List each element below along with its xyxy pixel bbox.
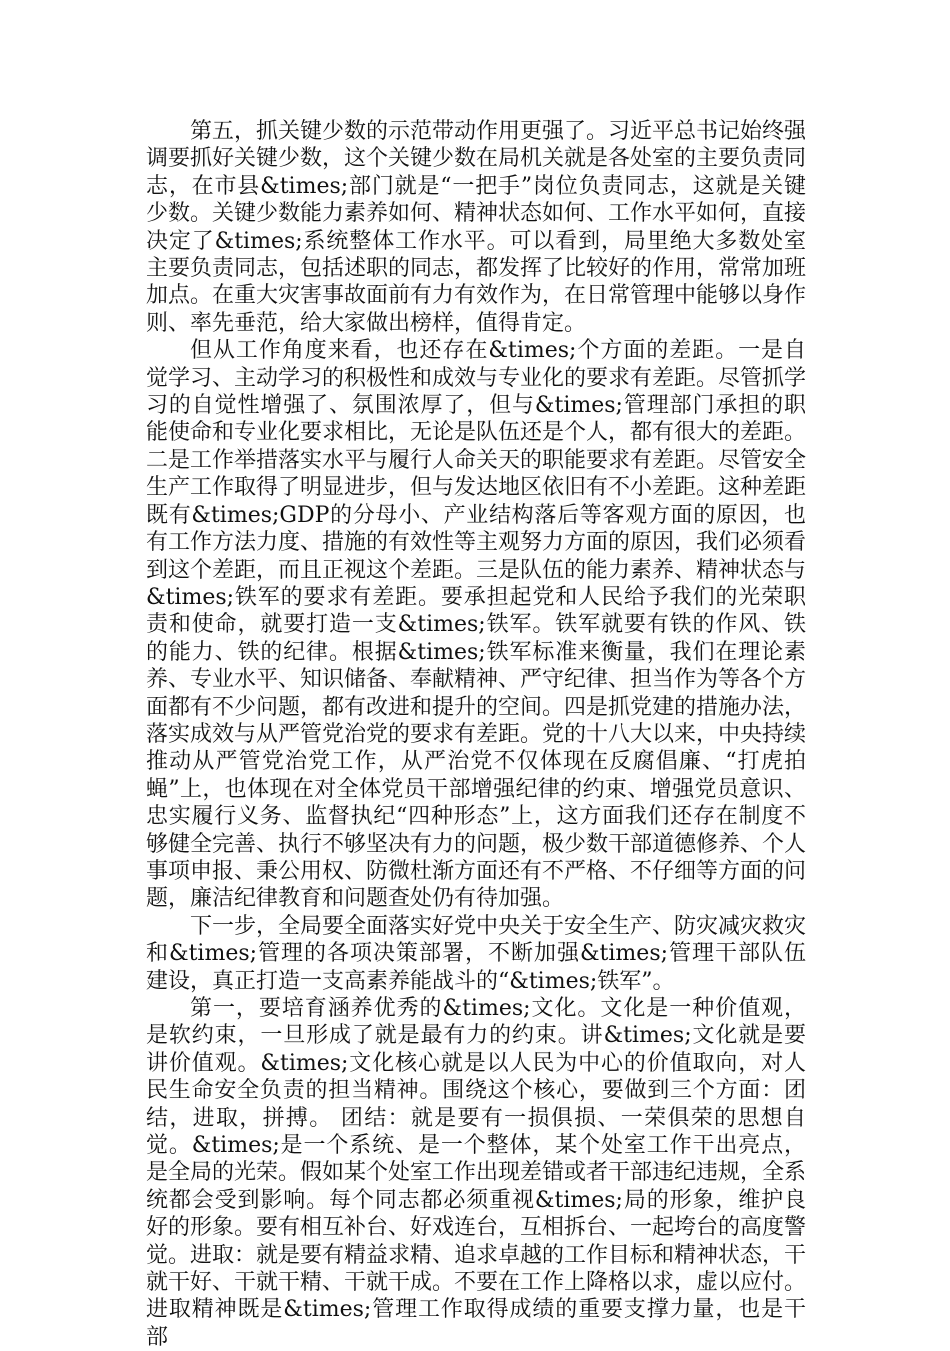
document-body	[146, 118, 806, 1351]
paragraph-1: 第五，抓关键少数的示范带动作用更强了。习近平总书记始终强调要抓好关键少数，这个关键少数在局机关就是各处室的主要负责同志，在市县&times;部门就是“一把手”岗位负责同志，这就是关键少数。关键少数能力素养如何、精神状态如何、工作水平如何，直接决定了&times;系统整体工作水平。可以看到，局里绝大多数处室主要负责同志，包括述职的同志，都发挥了比较好的作用，常常加班加点。在重大灾害事故面前有力有效作为，在日常管理中能够以身作则、率先垂范，给大家做出榜样，值得肯定。	[146, 119, 807, 336]
paragraph-3: 下一步，全局要全面落实好党中央关于安全生产、防灾减灾救灾和&times;管理的各项决策部署，不断加强&times;管理干部队伍建设，真正打造一支高素养能战斗的“&times;铁军”。	[146, 913, 807, 994]
paragraph-2: 但从工作角度来看，也还存在&times;个方面的差距。一是自觉学习、主动学习的积极性和成效与专业化的要求有差距。尽管抓学习的自觉性增强了、氛围浓厚了，但与&times;管理部门承担的职能使命和专业化要求相比，无论是队伍还是个人，都有很大的差距。二是工作举措落实水平与履行人命关天的职能要求有差距。尽管安全生产工作取得了明显进步，但与发达地区依旧有不小差距。这种差距既有&times;GDP的分母小、产业结构落后等客观方面的原因，也有工作方法力度、措施的有效性等主观努力方面的原因，我们必须看到这个差距，而且正视这个差距。三是队伍的能力素养、精神状态与&times;铁军的要求有差距。要承担起党和人民给予我们的光荣职责和使命，就要打造一支&times;铁军。铁军就要有铁的作风、铁的能力、铁的纪律。根据&times;铁军标准来衡量，我们在理论素养、专业水平、知识储备、奉献精神、严守纪律、担当作为等各个方面都有不少问题，都有改进和提升的空间。四是抓党建的措施办法，落实成效与从严管党治党的要求有差距。党的十八大以来，中央持续推动从严管党治党工作，从严治党不仅体现在反腐倡廉、“打虎拍蝇”上，也体现在对全体党员干部增强纪律的约束、增强党员意识、忠实履行义务、监督执纪“四种形态”上，这方面我们还存在制度不够健全完善、执行不够坚决有力的问题，极少数干部道德修养、个人事项申报、秉公用权、防微杜渐方面还有不严格、不仔细等方面的问题，廉洁纪律教育和问题查处仍有待加强。	[146, 338, 807, 912]
paragraph-4: 第一，要培育涵养优秀的&times;文化。文化是一种价值观，是软约束，一旦形成了就是最有力的约束。讲&times;文化就是要讲价值观。&times;文化核心就是以人民为中心的价值取向，对人民生命安全负责的担当精神。围绕这个核心，要做到三个方面：团结，进取，拼搏。 团结：就是要有一损俱损、一荣俱荣的思想自觉。&times;是一个系统、是一个整体，某个处室工作干出亮点，是全局的光荣。假如某个处室工作出现差错或者干部违纪违规，全系统都会受到影响。每个同志都必须重视&times;局的形象，维护良好的形象。要有相互补台、好戏连台，互相拆台、一起垮台的高度警觉。进取：就是要有精益求精、追求卓越的工作目标和精神状态，干就干好、干就干精、干就干成。不要在工作上降格以求，虚以应付。进取精神既是&times;管理工作取得成绩的重要支撑力量，也是干部	[146, 996, 807, 1350]
